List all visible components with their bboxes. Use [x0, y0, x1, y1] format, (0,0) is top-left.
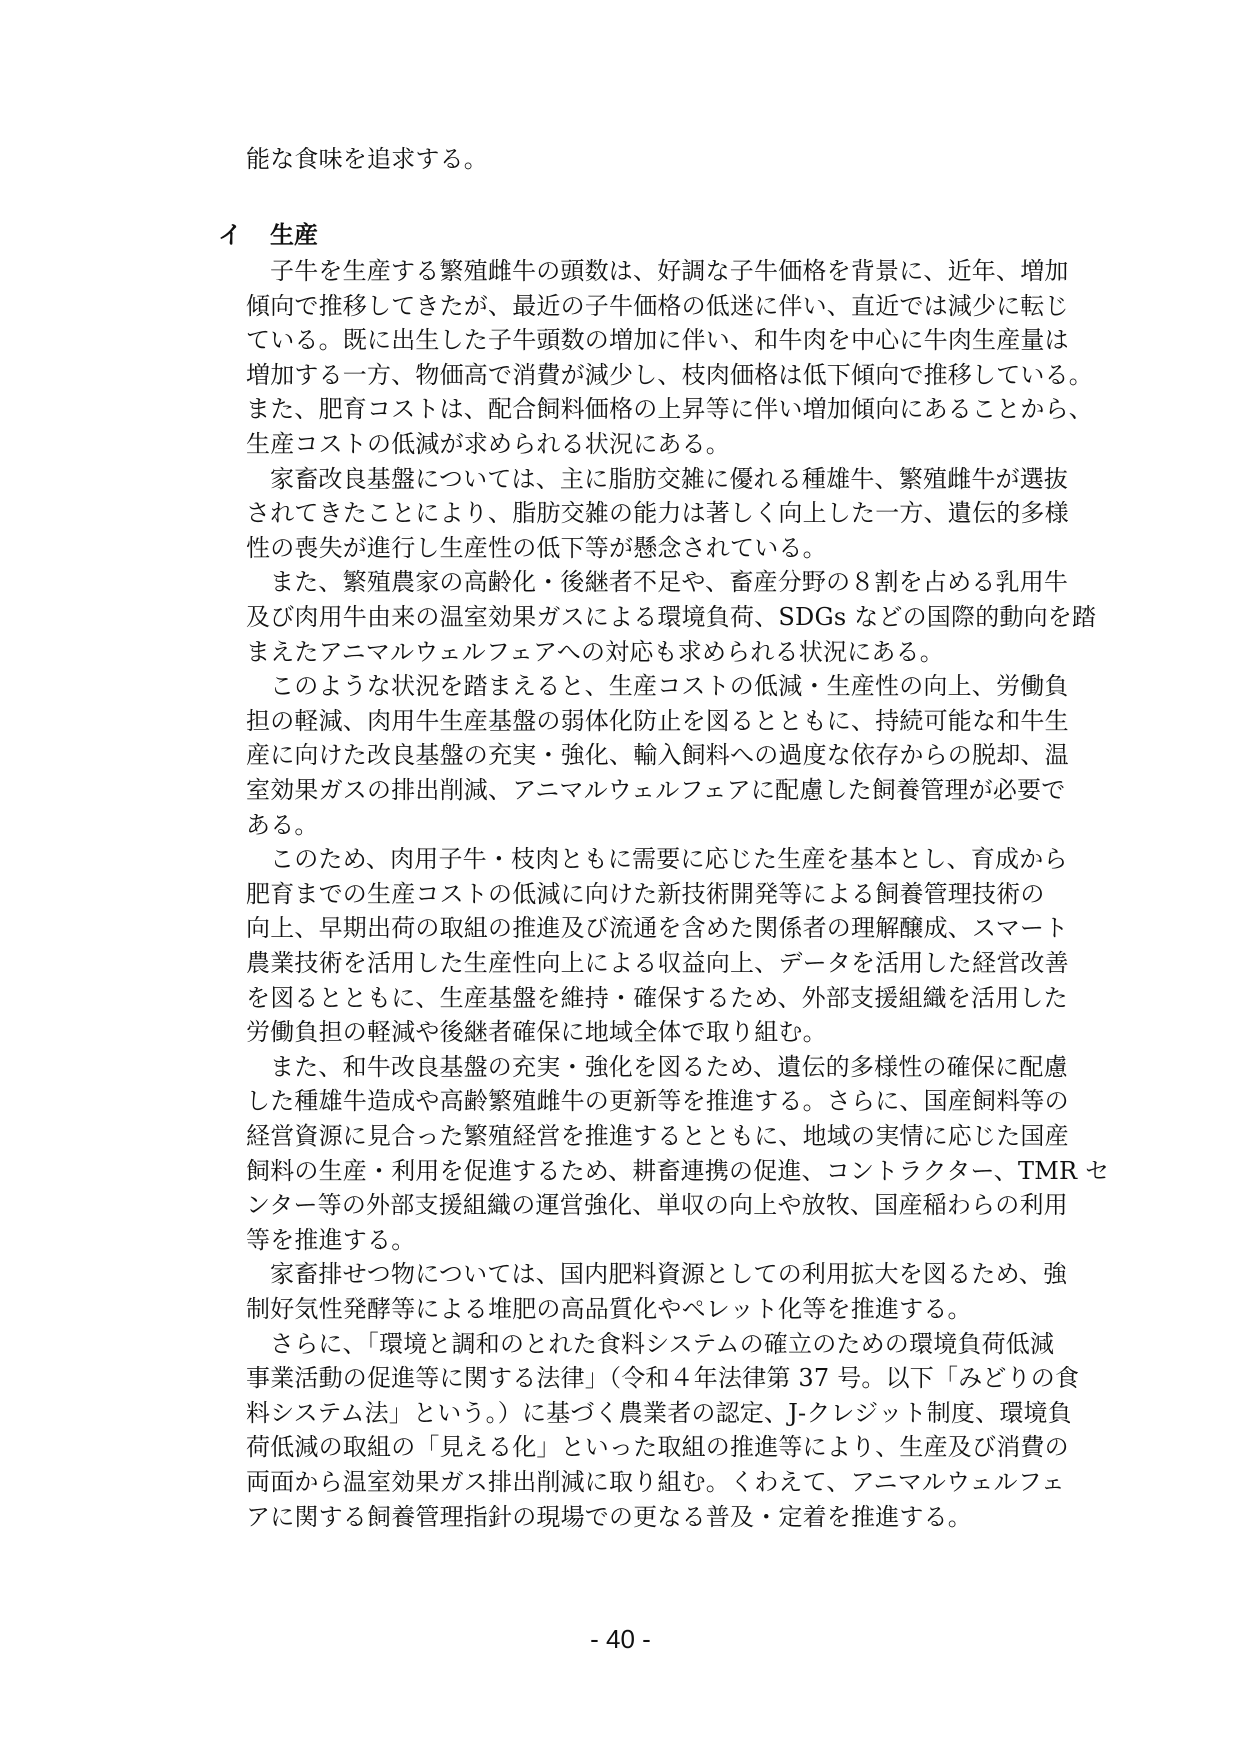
text-line: 事業活動の促進等に関する法律」（令和４年法律第 37 号。以下「みどりの食	[246, 1364, 1080, 1393]
text-line: 増加する一方、物価高で消費が減少し、枝肉価格は低下傾向で推移している。	[246, 360, 1093, 389]
text-line: 向上、早期出荷の取組の推進及び流通を含めた関係者の理解醸成、スマート	[246, 914, 1069, 943]
text-line: 制好気性発酵等による堆肥の高品質化やペレット化等を推進する。	[246, 1295, 972, 1323]
text-line: 担の軽減、肉用牛生産基盤の弱体化防止を図るとともに、持続可能な和牛生	[246, 706, 1069, 735]
text-line: また、肥育コストは、配合飼料価格の上昇等に伴い増加傾向にあることから、	[246, 395, 1093, 424]
page-number: - 40 -	[590, 1624, 651, 1654]
text-line: 傾向で推移してきたが、最近の子牛価格の低迷に伴い、直近では減少に転じ	[246, 291, 1069, 320]
section-heading	[218, 218, 318, 252]
text-line: を図るとともに、生産基盤を維持・確保するため、外部支援組織を活用した	[246, 983, 1068, 1012]
text-line: 料システム法」という。）に基づく農業者の認定、J-クレジット制度、環境負	[246, 1398, 1072, 1427]
text-line: このような状況を踏まえると、生産コストの低減・生産性の向上、労働負	[270, 672, 1069, 701]
section-marker: イ	[218, 221, 242, 249]
text-line: ている。既に出生した子牛頭数の増加に伴い、和牛肉を中心に牛肉生産量は	[246, 326, 1069, 355]
text-line: 荷低減の取組の「見える化」といった取組の推進等により、生産及び消費の	[246, 1433, 1069, 1462]
text-line: ンター等の外部支援組織の運営強化、単収の向上や放牧、国産稲わらの利用	[246, 1191, 1068, 1220]
text-line: 等を推進する。	[246, 1225, 416, 1254]
text-line: 家畜排せつ物については、国内肥料資源としての利用拡大を図るため、強	[270, 1260, 1068, 1289]
text-line: また、繁殖農家の高齢化・後継者不足や、畜産分野の８割を占める乳用牛	[270, 568, 1069, 597]
text-line: されてきたことにより、脂肪交雑の能力は著しく向上した一方、遺伝的多様	[246, 499, 1069, 528]
text-line: 労働負担の軽減や後継者確保に地域全体で取り組む。	[246, 1018, 827, 1047]
text-line: 経営資源に見合った繁殖経営を推進するとともに、地域の実情に応じた国産	[246, 1122, 1069, 1150]
text-line: 及び肉用牛由来の温室効果ガスによる環境負荷、SDGs などの国際的動向を踏	[246, 603, 1097, 631]
text-line: このため、肉用子牛・枝肉ともに需要に応じた生産を基本とし、育成から	[270, 845, 1068, 874]
text-line: アに関する飼養管理指針の現場での更なる普及・定着を推進する。	[246, 1502, 972, 1531]
text-line: 室効果ガスの排出削減、アニマルウェルフェアに配慮した飼養管理が必要で	[246, 776, 1066, 804]
text-line: 生産コストの低減が求められる状況にある。	[246, 430, 730, 458]
text-line: 性の喪失が進行し生産性の低下等が懸念されている。	[246, 533, 827, 562]
text-line: まえたアニマルウェルフェアへの対応も求められる状況にある。	[246, 637, 944, 666]
text-line: ある。	[246, 810, 319, 839]
text-line: 両面から温室効果ガス排出削減に取り組む。くわえて、アニマルウェルフェ	[246, 1468, 1065, 1496]
text-line: さらに、「環境と調和のとれた食料システムの確立のための環境負荷低減	[270, 1329, 1055, 1358]
section-title: 生産	[270, 221, 318, 249]
text-line: 家畜改良基盤については、主に脂肪交雑に優れる種雄牛、繁殖雌牛が選抜	[270, 464, 1069, 493]
text-line: した種雄牛造成や高齢繁殖雌牛の更新等を推進する。さらに、国産飼料等の	[246, 1087, 1069, 1116]
text-line: また、和牛改良基盤の充実・強化を図るため、遺伝的多様性の確保に配慮	[270, 1052, 1068, 1081]
text-line: 子牛を生産する繁殖雌牛の頭数は、好調な子牛価格を背景に、近年、増加	[270, 257, 1069, 285]
text-line: 農業技術を活用した生産性向上による収益向上、データを活用した経営改善	[246, 949, 1069, 977]
intro-line: 能な食味を追求する。	[246, 145, 488, 173]
text-line: 飼料の生産・利用を促進するため、耕畜連携の促進、コントラクター、TMR セ	[246, 1156, 1110, 1185]
text-line: 肥育までの生産コストの低減に向けた新技術開発等による飼養管理技術の	[246, 879, 1045, 908]
text-line: 産に向けた改良基盤の充実・強化、輸入飼料への過度な依存からの脱却、温	[246, 741, 1069, 770]
